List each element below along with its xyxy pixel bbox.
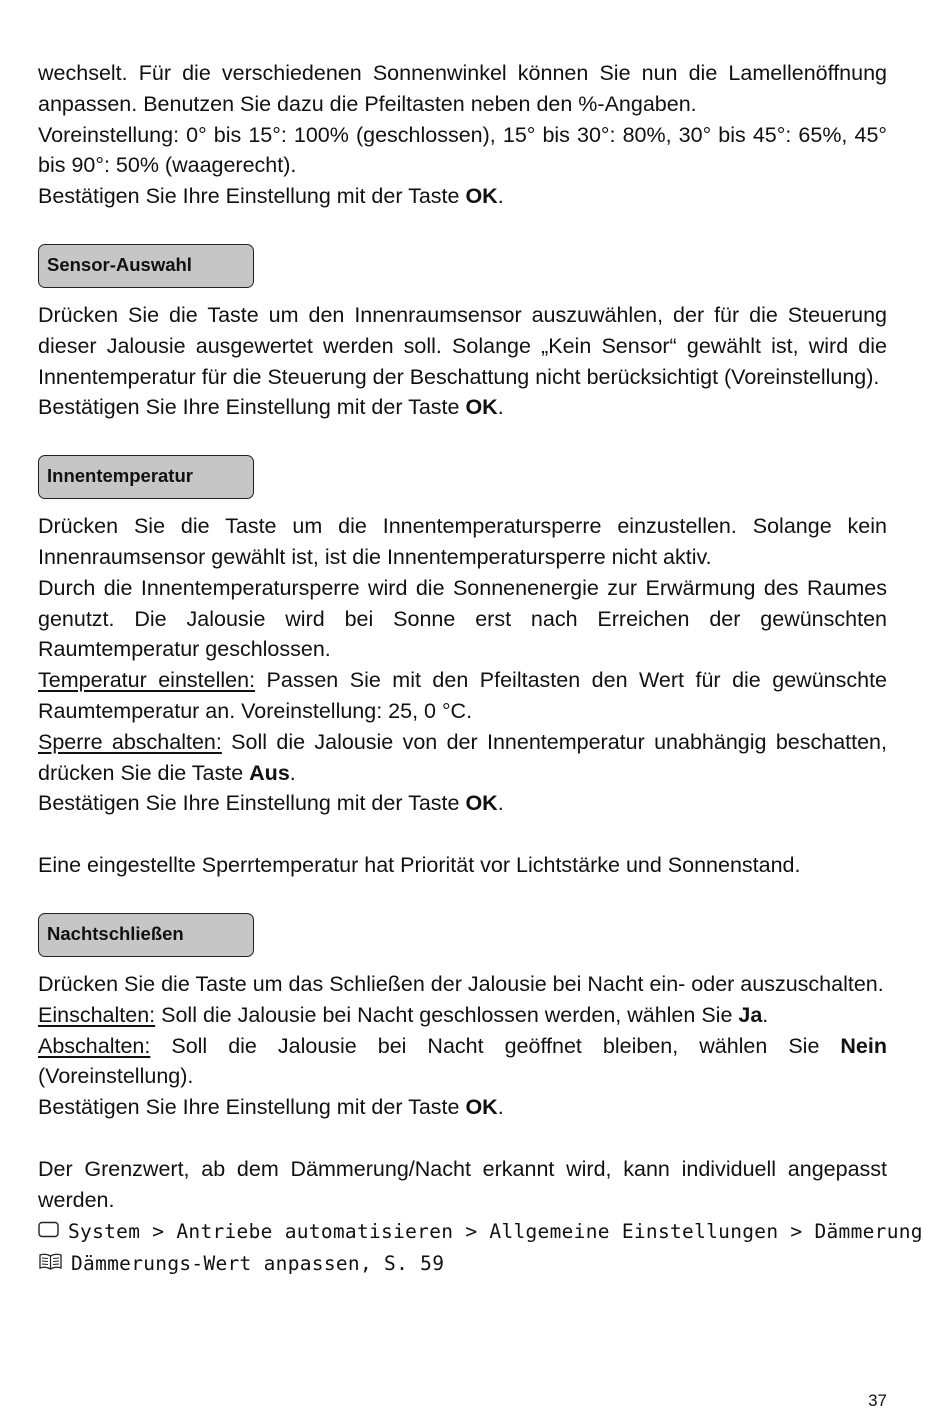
abschalten-label: Abschalten: (38, 1033, 151, 1058)
confirm-text: Bestätigen Sie Ihre Einstellung mit der Taste (38, 1095, 466, 1120)
innentemp-paragraph-1: Drücken Sie die Taste um die Innentemperatursperre einzustellen. Solange kein Innenraumsensor gewählt ist, ist die Innentemperatursperre nicht aktiv. (38, 514, 887, 569)
confirm-suffix: . (497, 791, 504, 816)
intro-paragraph: wechselt. Für die verschiedenen Sonnenwinkel können Sie nun die Lamellenöffnung anpassen. Benutzen Sie dazu die Pfeiltasten neben den %-Angaben. (38, 61, 887, 116)
confirm-text: Bestätigen Sie Ihre Einstellung mit der Taste (38, 791, 466, 816)
nacht-paragraph: Drücken Sie die Taste um das Schließen der Jalousie bei Nacht ein- oder auszuschalten. (38, 971, 884, 996)
book-icon (38, 1249, 63, 1281)
einschalten-suffix: . (762, 1002, 769, 1027)
manual-page (38, 58, 923, 1281)
temp-label: Temperatur einstellen: (38, 668, 256, 693)
nacht-confirm (38, 1092, 887, 1123)
confirm-suffix: . (497, 184, 504, 209)
confirm-suffix: . (497, 1095, 504, 1120)
intro-confirm (38, 181, 887, 212)
nacht-einschalten (38, 1000, 887, 1031)
abschalten-text: Soll die Jalousie bei Nacht geöffnet bleiben, wählen Sie (150, 1033, 841, 1058)
menu-path-line (38, 1216, 923, 1249)
menu-path: System > Antriebe automatisieren > Allgemeine Einstellungen > Dämmerung (68, 1219, 923, 1243)
temp-text: Passen Sie mit den Pfeiltasten den Wert für die gewünschte Raumtemperatur an. Voreinstellung: 25, 0 °C. (38, 668, 887, 723)
ok-key: OK (465, 1095, 498, 1120)
innentemp-sperre-setting (38, 727, 887, 789)
ok-key: OK (465, 184, 498, 209)
aus-key: Aus (249, 760, 290, 785)
ok-key: OK (465, 791, 498, 816)
innentemp-confirm (38, 788, 887, 819)
page-number: 37 (868, 1391, 887, 1410)
sperre-label: Sperre abschalten: (38, 729, 222, 754)
innentemp-temperature-setting (38, 665, 887, 727)
confirm-text: Bestätigen Sie Ihre Einstellung mit der Taste (38, 184, 466, 209)
section-heading-sensor-auswahl: Sensor-Auswahl (38, 244, 254, 288)
einschalten-text: Soll die Jalousie bei Nacht geschlossen werden, wählen Sie (155, 1002, 739, 1027)
sensor-confirm (38, 392, 887, 423)
nacht-grenzwert: Der Grenzwert, ab dem Dämmerung/Nacht erkannt wird, kann individuell angepasst werden. (38, 1156, 887, 1212)
confirm-suffix: . (497, 395, 504, 420)
nacht-abschalten (38, 1031, 887, 1093)
sperre-text: Soll die Jalousie von der Innentemperatur unabhängig beschatten, drücken Sie die Taste (38, 729, 887, 785)
confirm-text: Bestätigen Sie Ihre Einstellung mit der Taste (38, 395, 466, 420)
sensor-paragraph: Drücken Sie die Taste um den Innenraumsensor auszuwählen, der für die Steuerung dieser Jalousie ausgewertet werden soll. Solange „Kein Sensor“ gewählt ist, wird die Innentemperatur für die Steuerung der Beschattung nicht berücksichtigt (Voreinstellung). (38, 302, 887, 389)
intro-default-settings: Voreinstellung: 0° bis 15°: 100% (geschlossen), 15° bis 30°: 80%, 30° bis 45°: 65%, 45° bis 90°: 50% (waagerecht). (38, 122, 887, 178)
display-icon (38, 1216, 60, 1248)
nein-key: Nein (840, 1033, 887, 1058)
abschalten-suffix: (Voreinstellung). (38, 1064, 194, 1089)
ok-key: OK (465, 395, 498, 420)
reference-line (38, 1248, 887, 1281)
innentemp-priority-note: Eine eingestellte Sperrtemperatur hat Priorität vor Lichtstärke und Sonnenstand. (38, 853, 801, 878)
section-heading-innentemperatur: Innentemperatur (38, 455, 254, 499)
innentemp-paragraph-2: Durch die Innentemperatursperre wird die Sonnenenergie zur Erwärmung des Raumes genutzt. Die Jalousie wird bei Sonne erst nach Erreichen der gewünschten Raumtemperatur geschlossen. (38, 575, 887, 662)
sperre-suffix: . (289, 760, 296, 785)
einschalten-label: Einschalten: (38, 1002, 156, 1027)
section-heading-nachtschliessen: Nachtschließen (38, 913, 254, 957)
ja-key: Ja (738, 1002, 763, 1027)
reference-text: Dämmerungs-Wert anpassen, S. 59 (71, 1252, 445, 1276)
